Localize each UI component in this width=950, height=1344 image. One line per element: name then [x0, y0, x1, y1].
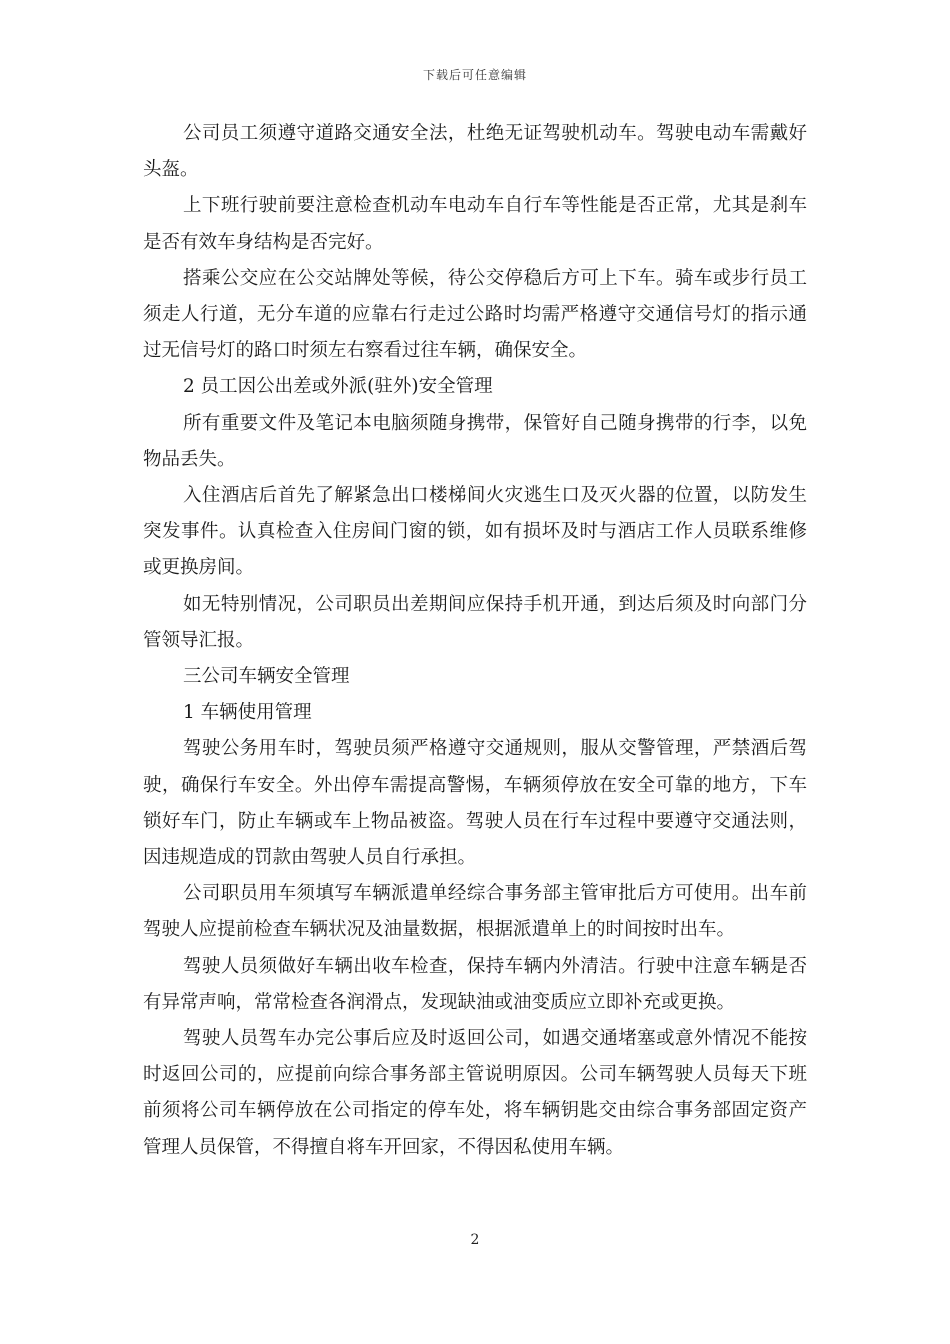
paragraph-traffic-law: 公司员工须遵守道路交通安全法，杜绝无证驾驶机动车。驾驶电动车需戴好头盔。 — [143, 123, 807, 181]
paragraph-dispatch-form: 公司职员用车须填写车辆派遣单经综合事务部主管审批后方可使用。出车前驾驶人应提前检查车辆状况及油量数据，根据派遣单上的时间按时出车。 — [143, 883, 807, 941]
paragraph-vehicle-check: 上下班行驶前要注意检查机动车电动车自行车等性能是否正常，尤其是刹车是否有效车身结构是否完好。 — [143, 195, 807, 253]
paragraph-public-transit: 搭乘公交应在公交站牌处等候，待公交停稳后方可上下车。骑车或步行员工须走人行道，无分车道的应靠右行走过公路时均需严格遵守交通信号灯的指示通过无信号灯的路口时须左右察看过往车辆，确保安全。 — [143, 267, 807, 362]
paragraph-driving-rules: 驾驶公务用车时，驾驶员须严格遵守交通规则，服从交警管理，严禁酒后驾驶，确保行车安全。外出停车需提高警惕，车辆须停放在安全可靠的地方，下车锁好车门，防止车辆或车上物品被盗。驾驶人员在行车过程中要遵守交通法则，因违规造成的罚款由驾驶人员自行承担。 — [143, 738, 807, 869]
paragraph-vehicle-inspection: 驾驶人员须做好车辆出收车检查，保持车辆内外清洁。行驶中注意车辆是否有异常声响，常常检查各润滑点，发现缺油或油变质应立即补充或更换。 — [143, 955, 807, 1013]
section-heading-vehicle-safety: 三公司车辆安全管理 — [183, 666, 350, 688]
paragraph-phone-contact: 如无特别情况，公司职员出差期间应保持手机开通，到达后须及时向部门分管领导汇报。 — [143, 593, 807, 651]
page-number: 2 — [470, 1232, 480, 1248]
paragraph-vehicle-return: 驾驶人员驾车办完公事后应及时返回公司，如遇交通堵塞或意外情况不能按时返回公司的，应提前向综合事务部主管说明原因。公司车辆驾驶人员每天下班前须将公司车辆停放在公司指定的停车处，将车辆钥匙交由综合事务部固定资产管理人员保管，不得擅自将车开回家，不得因私使用车辆。 — [143, 1028, 807, 1158]
paragraph-hotel-safety: 入住酒店后首先了解紧急出口楼梯间火灾逃生口及灭火器的位置，以防发生突发事件。认真检查入住房间门窗的锁，如有损坏及时与酒店工作人员联系维修或更换房间。 — [143, 485, 807, 579]
page-header: 下载后可任意编辑 — [422, 68, 527, 82]
section-heading-business-travel: 2 员工因公出差或外派(驻外)安全管理 — [183, 376, 493, 398]
document-body — [143, 116, 807, 1166]
section-heading-vehicle-use: 1 车辆使用管理 — [183, 702, 312, 724]
paragraph-belongings: 所有重要文件及笔记本电脑须随身携带，保管好自己随身携带的行李，以免物品丢失。 — [143, 412, 807, 470]
